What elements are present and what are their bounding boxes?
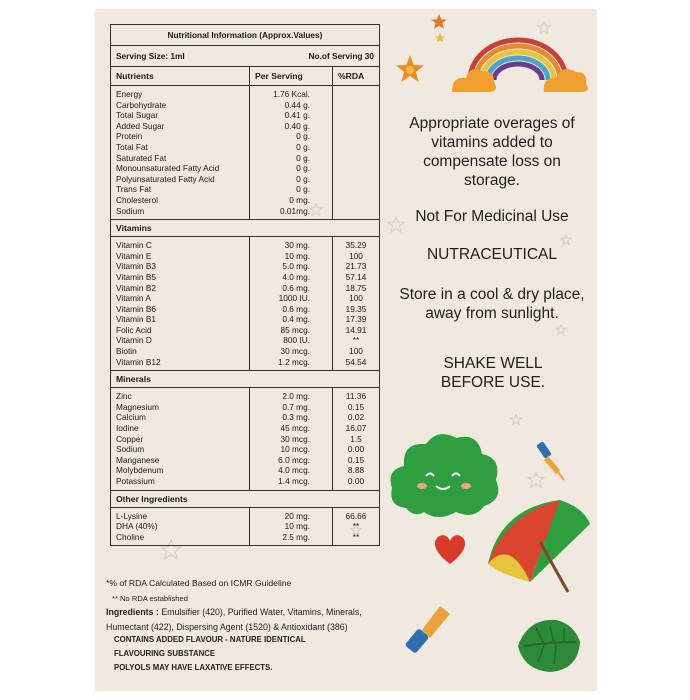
nutrients-row-5-col-1: 0 g. xyxy=(296,141,310,152)
minerals-row-2-col-0: Calcium xyxy=(116,412,146,423)
nutrients-row-8-col-1: 0 g. xyxy=(296,173,310,184)
minerals-row-6-col-0: Manganese xyxy=(116,454,160,465)
mineral-rda xyxy=(333,388,380,490)
nutrients-row-6-col-1: 0 g. xyxy=(296,152,310,163)
minerals-row-8-col-1: 1.4 mcg. xyxy=(278,476,310,486)
rda-footnote: *% of RDA Calculated Based on ICMR Guideline xyxy=(106,578,292,588)
nutrients-row-11-col-1: 0.01mg. xyxy=(280,205,310,216)
other-row-0-col-2: 66.66 xyxy=(345,510,367,521)
flavour-line2: FLAVOURING SUBSTANCE xyxy=(114,649,216,658)
minerals-row-4-col-1: 30 mcg. xyxy=(280,433,310,444)
section-minerals: Minerals xyxy=(111,371,380,388)
vitamins-row-5-col-1: 1000 IU. xyxy=(278,293,310,304)
ingredients-label: Ingredients : xyxy=(106,607,159,617)
minerals-row-3-col-2: 16.07 xyxy=(345,423,367,434)
nutrients-row-2-col-2 xyxy=(338,110,374,121)
nutrients-row-7-col-0: Monounsaturated Fatty Acid xyxy=(116,163,220,174)
star-icon xyxy=(432,30,452,50)
dropper-icon xyxy=(400,600,460,660)
minerals-row-1-col-0: Magnesium xyxy=(116,401,159,412)
vitamins-row-1-col-1: 10 mg. xyxy=(284,250,310,261)
nutrients-row-4-col-0: Protein xyxy=(116,131,143,142)
shake-note: SHAKE WELL BEFORE USE. xyxy=(440,355,546,391)
sun-flower-icon xyxy=(392,52,428,88)
vitamins-row-6-col-2: 19.35 xyxy=(345,303,367,314)
vitamins-row-11-col-1: 1.2 mcg. xyxy=(278,356,310,367)
header-rda: %RDA xyxy=(333,67,380,86)
nutrients-row-9-col-0: Trans Fat xyxy=(116,184,152,195)
vitamins-row-9-col-0: Vitamin D xyxy=(116,335,152,346)
header-per-serving: Per Serving xyxy=(250,67,333,86)
nutrients-row-0-col-0: Energy xyxy=(116,89,143,99)
mineral-names xyxy=(111,388,250,490)
minerals-row-2-col-2: 0.02 xyxy=(347,412,365,423)
umbrella-icon xyxy=(480,494,592,604)
other-row-0-col-0: L-Lysine xyxy=(116,510,148,521)
vitamins-row-1-col-2: 100 xyxy=(349,250,363,261)
nutraceutical-label: NUTRACEUTICAL xyxy=(426,246,558,263)
minerals-row-1-col-2: 0.15 xyxy=(347,401,365,412)
vitamins-row-8-col-0: Folic Acid xyxy=(116,324,152,335)
minerals-row-2-col-1: 0.3 mg. xyxy=(282,412,310,423)
vitamins-row-2-col-1: 5.0 mg. xyxy=(282,261,310,272)
other-row-2-col-0: Choline xyxy=(116,531,145,542)
nutrients-row-7-col-2 xyxy=(338,163,374,174)
nutrients-row-3-col-2 xyxy=(338,121,374,132)
rainbow-icon xyxy=(448,24,596,94)
minerals-row-3-col-1: 45 mcg. xyxy=(280,423,310,434)
vitamins-row-0-col-2: 35.29 xyxy=(345,240,367,251)
nutrients-row-6-col-2 xyxy=(338,153,374,164)
polyols-warning: POLYOLS MAY HAVE LAXATIVE EFFECTS. xyxy=(114,663,273,672)
minerals-row-5-col-1: 10 mcg. xyxy=(280,444,310,455)
minerals-row-7-col-1: 4.0 mcg. xyxy=(278,465,310,476)
nutrients-row-11-col-2 xyxy=(338,206,374,217)
vitamin-names xyxy=(111,237,250,371)
vitamins-row-3-col-2: 57.14 xyxy=(345,271,367,282)
servings-count: No.of Serving 30 xyxy=(308,51,374,61)
nutrients-row-0-col-2 xyxy=(338,89,374,100)
nutrients-row-2-col-1: 0.41 g. xyxy=(284,110,310,121)
ingredients-line1: Emulsifier (420), Purified Water, Vitamins, Minerals, xyxy=(161,607,362,617)
minerals-row-7-col-0: Molybdenum xyxy=(116,465,164,476)
nutrients-row-8-col-2 xyxy=(338,174,374,185)
vitamins-row-10-col-0: Biotin xyxy=(116,346,137,357)
vitamins-row-4-col-2: 18.75 xyxy=(345,282,367,293)
product-label-panel xyxy=(96,10,596,690)
vitamins-row-4-col-1: 0.6 mg. xyxy=(282,282,310,293)
minerals-row-6-col-2: 0.15 xyxy=(347,454,365,465)
minerals-row-0-col-1: 2.0 mg. xyxy=(282,391,310,402)
header-nutrients: Nutrients xyxy=(111,67,250,86)
vitamins-row-7-col-1: 0.4 mg. xyxy=(282,314,310,325)
nutrients-row-1-col-0: Carbohydrate xyxy=(116,99,167,110)
nutrients-row-10-col-0: Cholesterol xyxy=(116,194,158,205)
nutrients-row-10-col-2 xyxy=(338,195,374,206)
vitamins-row-8-col-1: 85 mcg. xyxy=(280,324,310,335)
vitamins-row-2-col-0: Vitamin B3 xyxy=(116,261,156,272)
storage-note: Store in a cool & dry place, away from sunlight. xyxy=(399,286,585,322)
vitamins-row-5-col-0: Vitamin A xyxy=(116,293,151,304)
minerals-row-6-col-1: 6.0 mcg. xyxy=(278,454,310,465)
vitamins-row-8-col-2: 14.91 xyxy=(345,324,367,335)
vitamin-rda xyxy=(333,237,380,371)
other-row-2-col-2: ** xyxy=(352,531,360,542)
other-values xyxy=(250,507,333,546)
vitamins-row-10-col-2: 100 xyxy=(349,346,363,357)
vitamins-row-3-col-0: Vitamin B5 xyxy=(116,271,156,282)
star-icon xyxy=(534,18,554,38)
nutrient-values xyxy=(250,86,333,220)
vitamins-row-0-col-0: Vitamin C xyxy=(116,240,152,251)
nutrients-block xyxy=(111,86,380,220)
nutrients-row-3-col-1: 0.40 g. xyxy=(284,120,310,131)
nutrients-row-1-col-1: 0.44 g. xyxy=(284,99,310,110)
other-row-2-col-1: 2.5 mg. xyxy=(282,531,310,542)
other-rda xyxy=(333,507,380,546)
other-row-1-col-2: ** xyxy=(352,521,360,532)
nutrients-row-10-col-1: 0 mg. xyxy=(289,194,310,205)
flavour-notice xyxy=(114,633,306,675)
other-row-1-col-1: 10 mg. xyxy=(284,521,310,532)
heart-icon xyxy=(430,532,470,568)
nutrients-row-3-col-0: Added Sugar xyxy=(116,120,165,131)
minerals-row-8-col-0: Potassium xyxy=(116,476,155,486)
vitamins-block xyxy=(111,237,380,371)
nutrient-names xyxy=(111,86,250,220)
vitamins-row-4-col-0: Vitamin B2 xyxy=(116,282,156,293)
minerals-row-5-col-0: Sodium xyxy=(116,444,145,455)
vitamins-row-2-col-2: 21.73 xyxy=(345,261,367,272)
nutrients-row-9-col-1: 0 g. xyxy=(296,184,310,195)
table-header xyxy=(111,67,380,86)
vitamins-row-3-col-1: 4.0 mg. xyxy=(282,271,310,282)
nutrition-title: Nutritional Information (Approx.Values) xyxy=(111,25,380,46)
nutrients-row-7-col-1: 0 g. xyxy=(296,163,310,174)
other-names xyxy=(111,507,250,546)
nutrients-row-5-col-2 xyxy=(338,142,374,153)
vitamins-row-10-col-1: 30 mcg. xyxy=(280,346,310,357)
other-row-1-col-0: DHA (40%) xyxy=(116,521,158,532)
no-rda-footnote: ** No RDA established xyxy=(112,594,188,603)
vitamins-row-7-col-2: 17.39 xyxy=(345,314,367,325)
serving-size: Serving Size: 1ml xyxy=(116,51,185,61)
nutrients-row-5-col-0: Total Fat xyxy=(116,141,148,152)
vitamins-row-0-col-1: 30 mg. xyxy=(284,240,310,251)
nutrients-row-1-col-2 xyxy=(338,100,374,111)
minerals-row-0-col-2: 11.36 xyxy=(345,391,367,402)
minerals-block xyxy=(111,388,380,490)
section-other-ingredients: Other Ingredients xyxy=(111,490,380,507)
vitamins-row-5-col-2: 100 xyxy=(349,293,363,304)
not-medicinal-note: Not For Medicinal Use xyxy=(415,208,569,225)
leaf-icon xyxy=(514,612,584,676)
flavour-line1: CONTAINS ADDED FLAVOUR - NATURE IDENTICAL xyxy=(114,635,306,644)
vitamins-row-6-col-0: Vitamin B6 xyxy=(116,303,156,314)
nutrients-row-4-col-2 xyxy=(338,131,374,142)
ingredients-line2: Humectant (422), Dispersing Agent (1520) & Antioxidant (386) xyxy=(106,622,348,632)
minerals-row-4-col-0: Copper xyxy=(116,433,144,444)
vitamins-row-7-col-0: Vitamin B1 xyxy=(116,314,156,325)
nutrients-row-8-col-0: Polyunsaturated Fatty Acid xyxy=(116,173,215,184)
vitamins-row-6-col-1: 0.6 mg. xyxy=(282,303,310,314)
vitamins-row-11-col-2: 54.54 xyxy=(345,356,367,367)
vitamins-row-1-col-0: Vitamin E xyxy=(116,250,152,261)
vitamin-values xyxy=(250,237,333,371)
nutrients-row-0-col-1: 1.76 Kcal. xyxy=(273,89,310,99)
mineral-values xyxy=(250,388,333,490)
minerals-row-3-col-0: Iodine xyxy=(116,423,139,434)
minerals-row-1-col-1: 0.7 mg. xyxy=(282,401,310,412)
overages-note: Appropriate overages of vitamins added to compensate loss on storage. xyxy=(409,115,575,189)
minerals-row-4-col-2: 1.5 xyxy=(350,433,362,444)
section-vitamins: Vitamins xyxy=(111,220,380,237)
nutrient-rda xyxy=(333,86,380,220)
minerals-row-8-col-2: 0.00 xyxy=(347,476,365,486)
nutrients-row-4-col-1: 0 g. xyxy=(296,131,310,142)
minerals-row-7-col-2: 8.88 xyxy=(347,465,365,476)
minerals-row-5-col-2: 0.00 xyxy=(347,444,365,455)
nutrition-table xyxy=(110,24,380,546)
nutrients-row-11-col-0: Sodium xyxy=(116,205,145,216)
nutrients-row-2-col-0: Total Sugar xyxy=(116,110,158,121)
nutrients-row-9-col-2 xyxy=(338,184,374,195)
other-block xyxy=(111,507,380,546)
dropper-icon xyxy=(532,438,572,482)
minerals-row-0-col-0: Zinc xyxy=(116,391,132,402)
serving-info xyxy=(111,46,380,67)
other-row-0-col-1: 20 mg. xyxy=(284,510,310,521)
nutrients-row-6-col-0: Saturated Fat xyxy=(116,152,167,163)
ingredients-text xyxy=(106,605,362,635)
vitamins-row-9-col-2: ** xyxy=(352,335,360,346)
vitamins-row-11-col-0: Vitamin B12 xyxy=(116,356,161,367)
vitamins-row-9-col-1: 800 IU. xyxy=(283,335,310,346)
